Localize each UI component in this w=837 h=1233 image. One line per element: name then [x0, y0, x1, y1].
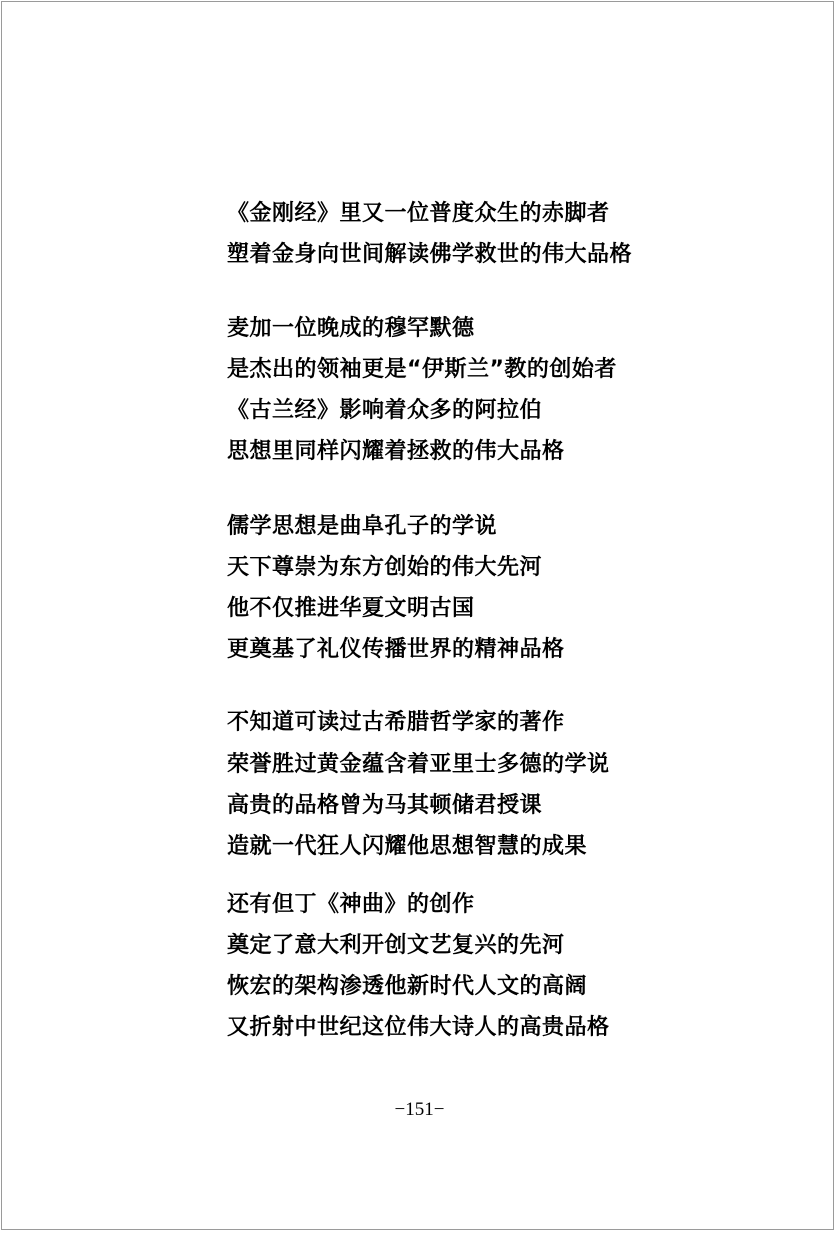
poem-line: 思想里同样闪耀着拯救的伟大品格: [227, 439, 565, 464]
book-page: [1, 1, 834, 1230]
poem-line: 高贵的品格曾为马其顿储君授课: [227, 793, 543, 818]
poem-line: 荣誉胜过黄金蕴含着亚里士多德的学说: [227, 752, 610, 777]
poem-line: 是杰出的领袖更是“伊斯兰”教的创始者: [227, 357, 617, 382]
poem-line: 他不仅推进华夏文明古国: [227, 596, 475, 621]
poem-line: 又折射中世纪这位伟大诗人的高贵品格: [227, 1015, 610, 1040]
poem-line: 塑着金身向世间解读佛学救世的伟大品格: [227, 242, 633, 267]
poem-line: 儒学思想是曲阜孔子的学说: [227, 514, 498, 539]
poem-line: 还有但丁《神曲》的创作: [227, 892, 475, 917]
page-number: −151−: [394, 1099, 445, 1120]
poem-line: 《金刚经》里又一位普度众生的赤脚者: [227, 201, 610, 226]
poem-line: 天下尊崇为东方创始的伟大先河: [227, 555, 543, 580]
poem-line: 更奠基了礼仪传播世界的精神品格: [227, 637, 565, 662]
poem-line: 麦加一位晚成的穆罕默德: [227, 316, 475, 341]
poem-line: 造就一代狂人闪耀他思想智慧的成果: [227, 834, 588, 859]
poem-line: 奠定了意大利开创文艺复兴的先河: [227, 933, 565, 958]
poem-line: 《古兰经》影响着众多的阿拉伯: [227, 398, 543, 423]
poem-line: 恢宏的架构渗透他新时代人文的高阔: [227, 974, 588, 999]
poem-line: 不知道可读过古希腊哲学家的著作: [227, 710, 565, 735]
